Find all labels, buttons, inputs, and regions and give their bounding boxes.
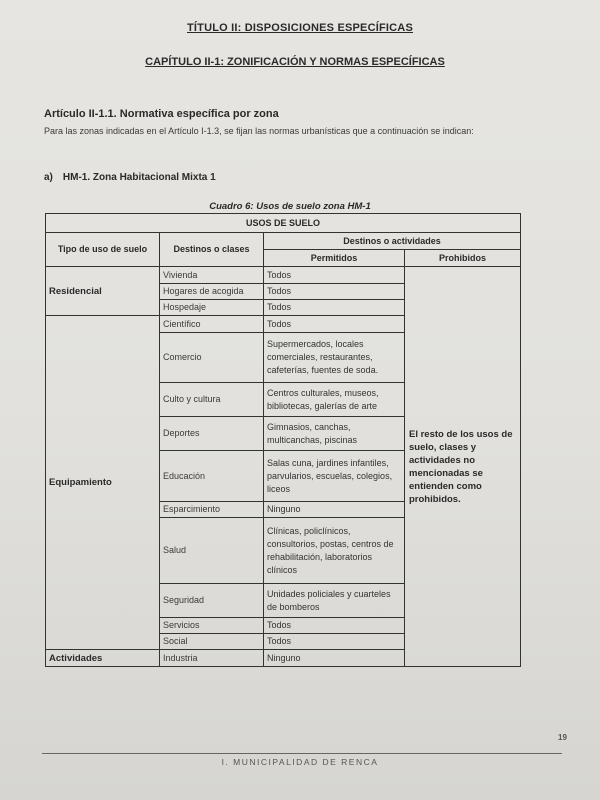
permitted-cell: Gimnasios, canchas, multicanchas, piscinas — [264, 417, 405, 451]
subsection-letter: a) — [44, 172, 53, 183]
group-residencial: Residencial — [46, 267, 160, 316]
permitted-cell: Salas cuna, jardines infantiles, parvularios, escuelas, colegios, liceos — [264, 451, 405, 502]
class-cell: Servicios — [160, 618, 264, 634]
permitted-cell: Supermercados, locales comerciales, restaurantes, cafeterías, fuentes de soda. — [264, 333, 405, 383]
header-permitidos: Permitidos — [264, 250, 405, 267]
header-tipo-uso: Tipo de uso de suelo — [46, 233, 160, 267]
subsection-title: HM-1. Zona Habitacional Mixta 1 — [62, 172, 216, 183]
class-cell: Social — [160, 634, 264, 650]
permitted-cell: Todos — [264, 618, 405, 634]
permitted-cell: Todos — [264, 267, 405, 284]
class-cell: Científico — [160, 316, 264, 333]
article-body: Para las zonas indicadas en el Artículo I-1.3, se fijan las normas urbanísticas que a continuación se indican: — [44, 126, 474, 136]
permitted-cell: Centros culturales, museos, bibliotecas, galerías de arte — [264, 383, 405, 417]
permitted-cell: Clínicas, policlínicos, consultorios, postas, centros de rehabilitación, laboratorios clínicos — [264, 518, 405, 584]
prohibited-cell: El resto de los usos de suelo, clases y actividades no mencionadas se entienden como prohibidos. — [405, 267, 521, 667]
table-header-row — [46, 214, 521, 233]
article-heading: Artículo II-1.1. Normativa específica por zona — [44, 108, 279, 120]
header-destinos-actividades: Destinos o actividades — [264, 233, 521, 250]
group-actividades: Actividades — [46, 650, 160, 667]
class-cell: Industria — [160, 650, 264, 667]
footer-municipality: I. MUNICIPALIDAD DE RENCA — [221, 757, 379, 767]
permitted-cell: Todos — [264, 284, 405, 300]
class-cell: Deportes — [160, 417, 264, 451]
group-equipamiento: Equipamiento — [46, 316, 160, 650]
permitted-cell: Todos — [264, 300, 405, 316]
footer-divider — [42, 753, 562, 754]
title-main: TÍTULO II: DISPOSICIONES ESPECÍFICAS — [186, 22, 413, 34]
permitted-cell: Todos — [264, 316, 405, 333]
class-cell: Salud — [160, 518, 264, 584]
permitted-cell: Todos — [264, 634, 405, 650]
title-chapter: CAPÍTULO II-1: ZONIFICACIÓN Y NORMAS ESPECÍFICAS — [145, 56, 445, 68]
header-usos-de-suelo: USOS DE SUELO — [46, 214, 521, 233]
header-prohibidos: Prohibidos — [405, 250, 521, 267]
class-cell: Vivienda — [160, 267, 264, 284]
land-use-table — [45, 213, 521, 667]
subsection-heading — [44, 172, 216, 183]
class-cell: Esparcimiento — [160, 502, 264, 518]
class-cell: Hospedaje — [160, 300, 264, 316]
class-cell: Hogares de acogida — [160, 284, 264, 300]
class-cell: Culto y cultura — [160, 383, 264, 417]
permitted-cell: Unidades policiales y cuarteles de bomberos — [264, 584, 405, 618]
permitted-cell: Ninguno — [264, 650, 405, 667]
page-number: 19 — [558, 733, 567, 742]
permitted-cell: Ninguno — [264, 502, 405, 518]
header-destinos-clases: Destinos o clases — [160, 233, 264, 267]
table-header-row — [46, 233, 521, 250]
table-row — [46, 267, 521, 284]
table-caption: Cuadro 6: Usos de suelo zona HM-1 — [209, 201, 371, 212]
class-cell: Seguridad — [160, 584, 264, 618]
class-cell: Comercio — [160, 333, 264, 383]
class-cell: Educación — [160, 451, 264, 502]
